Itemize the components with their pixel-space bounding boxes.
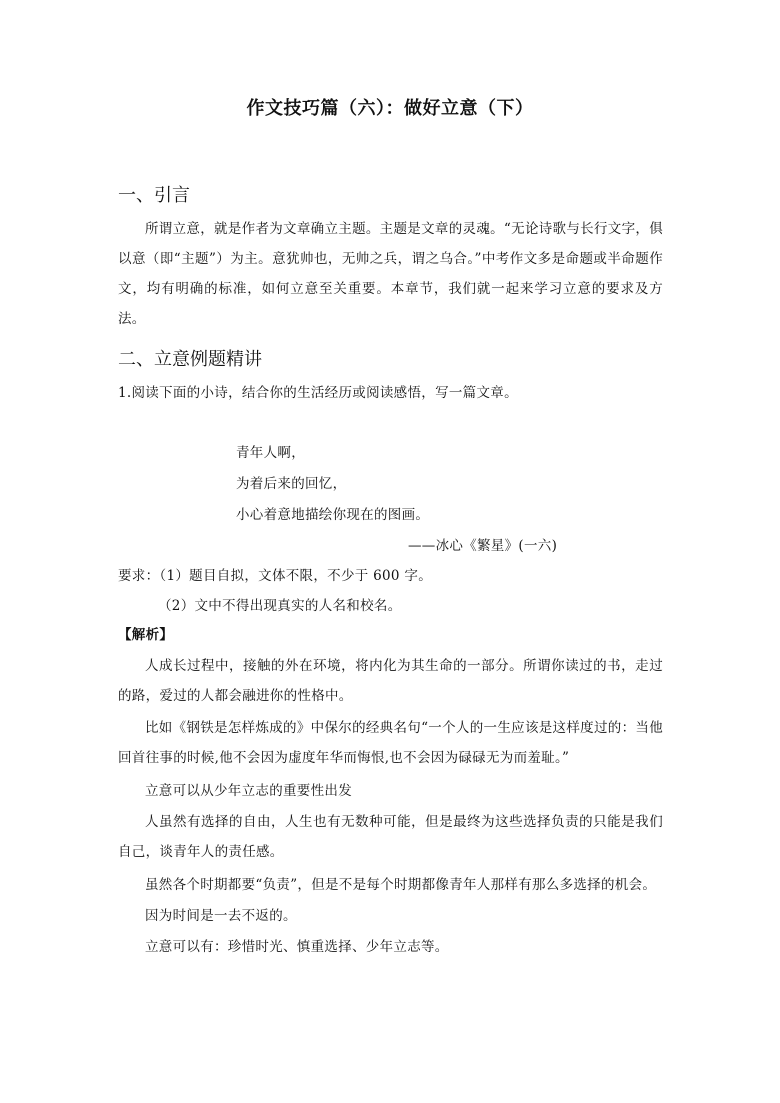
analysis-paragraph-1: 人成长过程中，接触的外在环境，将内化为其生命的一部分。所谓你读过的书，走过的路，爱过的人都会融进你的性格中。	[118, 658, 663, 704]
analysis-paragraph-3: 立意可以从少年立志的重要性出发	[145, 783, 352, 799]
poem-line-2: 为着后来的回忆，	[236, 476, 347, 492]
requirement-2: （2）文中不得出现真实的人名和校名。	[158, 598, 402, 614]
page-title: 作文技巧篇（六）：做好立意（下）	[246, 98, 534, 119]
analysis-label: 【解析】	[118, 627, 174, 643]
question-text: 1.阅读下面的小诗，结合你的生活经历或阅读感悟，写一篇文章。	[118, 385, 518, 401]
analysis-paragraph-4: 人虽然有选择的自由，人生也有无数种可能，但是最终为这些选择负责的只能是我们自己，谈青年人的责任感。	[118, 814, 663, 860]
poem-attribution: ——冰心《繁星》(一六)	[408, 538, 558, 554]
section-heading-examples: 二、立意例题精讲	[118, 349, 262, 370]
intro-paragraph: 所谓立意，就是作者为文章确立主题。主题是文章的灵魂。“无论诗歌与长行文字，俱以意（即“主题”）为主。意犹帅也，无帅之兵，谓之乌合。”中考作文多是命题或半命题作文，均有明确的标准，如何立意至关重要。本章节，我们就一起来学习立意的要求及方法。	[118, 221, 663, 327]
poem-line-3: 小心着意地描绘你现在的图画。	[236, 507, 430, 523]
analysis-paragraph-7: 立意可以有：珍惜时光、慎重选择、少年立志等。	[145, 939, 449, 955]
analysis-paragraph-5: 虽然各个时期都要“负责”，但是不是每个时期都像青年人那样有那么多选择的机会。	[145, 877, 657, 893]
section-heading-intro: 一、引言	[118, 185, 190, 206]
requirement-1: 要求：（1）题目自拟，文体不限，不少于 600 字。	[118, 568, 432, 584]
poem-line-1: 青年人啊，	[236, 445, 305, 461]
analysis-paragraph-2: 比如《钢铁是怎样炼成的》中保尔的经典名句“一个人的一生应该是这样度过的：当他回首往事的时候,他不会因为虚度年华而悔恨,也不会因为碌碌无为而羞耻。”	[118, 720, 663, 766]
analysis-paragraph-6: 因为时间是一去不返的。	[145, 908, 297, 924]
